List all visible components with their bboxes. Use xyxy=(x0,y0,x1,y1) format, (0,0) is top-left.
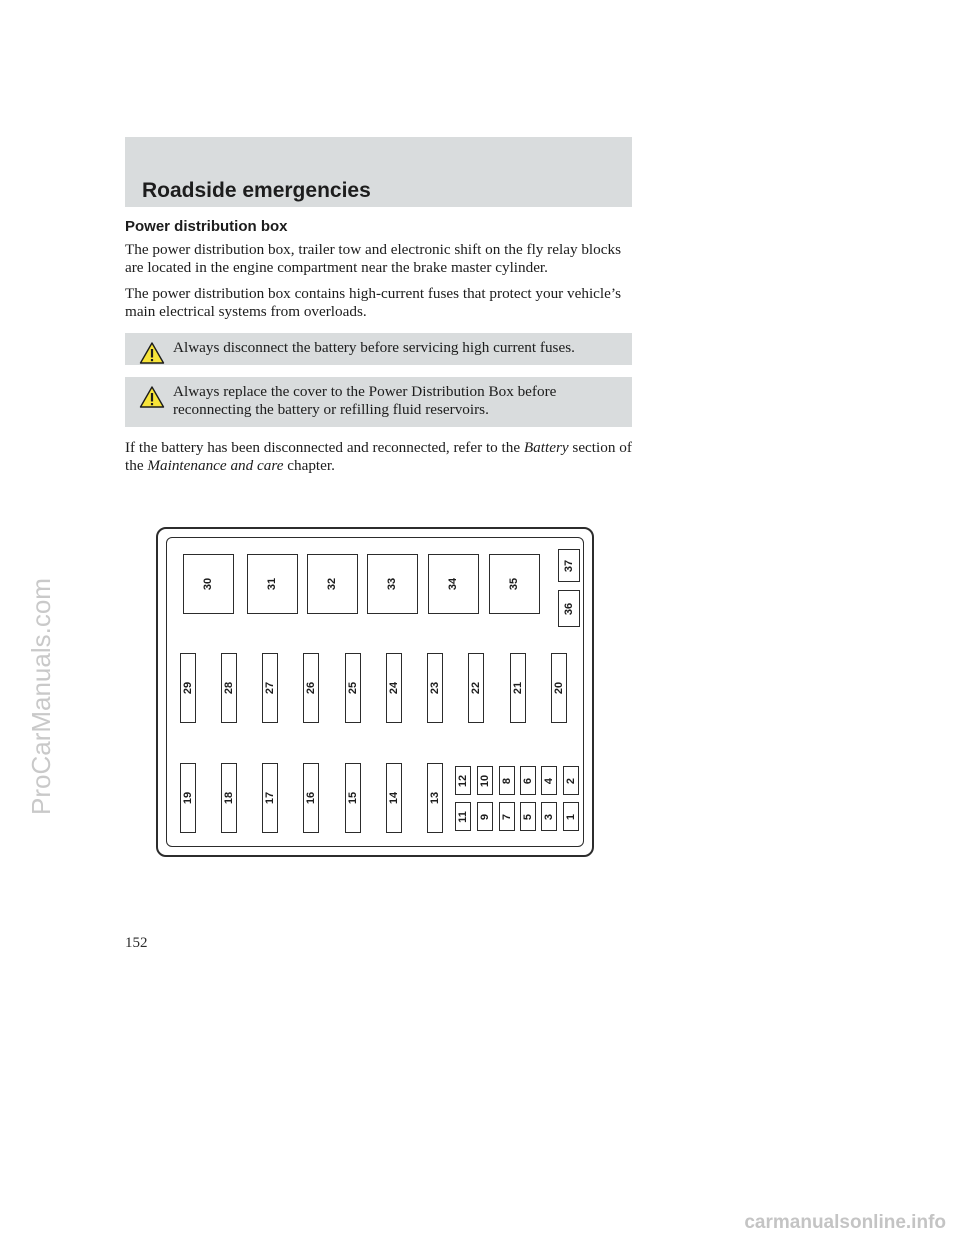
fuse-label: 16 xyxy=(305,791,317,805)
reference-lead: If the battery has been disconnected and reconnected, refer to the xyxy=(125,439,521,456)
fuse-2 xyxy=(563,766,579,795)
fuse-label: 7 xyxy=(501,813,513,820)
fuse-20 xyxy=(551,653,567,723)
fuse-6 xyxy=(520,766,536,795)
chapter-title: Roadside emergencies xyxy=(142,179,371,202)
paragraph-location: The power distribution box, trailer tow and electronic shift on the fly relay blocks are located in the engine compartment near the brake master cylinder. xyxy=(125,241,621,276)
fuse-10 xyxy=(477,766,493,795)
fuse-label: 10 xyxy=(479,774,491,787)
fuse-22 xyxy=(468,653,484,723)
warning-box xyxy=(125,333,632,365)
fuse-label: 11 xyxy=(456,810,469,823)
reference-middle: section of the xyxy=(125,439,632,474)
fuse-label: 15 xyxy=(347,791,359,805)
fuse-label: 6 xyxy=(522,777,534,784)
fuse-label: 9 xyxy=(479,813,491,820)
fuse-label: 21 xyxy=(512,681,524,695)
fuse-37 xyxy=(558,549,580,582)
fuse-14 xyxy=(386,763,402,833)
fuse-label: 30 xyxy=(202,577,215,591)
warning-text: Always replace the cover to the Power Distribution Box before reconnecting the battery or refilling fluid reservoirs. xyxy=(173,383,557,418)
fuse-1 xyxy=(563,802,579,831)
fuse-29 xyxy=(180,653,196,723)
fuse-label: 32 xyxy=(326,577,339,591)
fuse-3 xyxy=(541,802,557,831)
fuse-label: 13 xyxy=(429,791,441,805)
fuse-label: 29 xyxy=(182,681,194,695)
warning-text: Always disconnect the battery before servicing high current fuses. xyxy=(173,339,575,356)
fuse-4 xyxy=(541,766,557,795)
side-watermark: ProCarManuals.com xyxy=(26,578,56,815)
fuse-25 xyxy=(345,653,361,723)
warning-triangle-icon xyxy=(139,341,165,365)
fuse-label: 17 xyxy=(264,791,276,805)
maintenance-chapter-link[interactable]: Maintenance and care xyxy=(147,457,284,474)
fuse-16 xyxy=(303,763,319,833)
fuse-11 xyxy=(455,802,471,831)
fuse-label: 20 xyxy=(553,681,565,695)
fuse-26 xyxy=(303,653,319,723)
reference-tail: chapter. xyxy=(287,457,335,474)
page-number: 152 xyxy=(125,935,148,951)
fuse-34 xyxy=(428,554,479,614)
fuse-33 xyxy=(367,554,418,614)
fuse-label: 5 xyxy=(522,813,534,820)
fuse-label: 4 xyxy=(543,777,555,784)
header-band xyxy=(125,137,632,207)
fuse-32 xyxy=(307,554,358,614)
fuse-label: 3 xyxy=(543,813,555,820)
fuse-21 xyxy=(510,653,526,723)
fuse-31 xyxy=(247,554,298,614)
fuse-7 xyxy=(499,802,515,831)
fuse-18 xyxy=(221,763,237,833)
bottom-watermark: carmanualsonline.info xyxy=(744,1212,946,1233)
fuse-9 xyxy=(477,802,493,831)
fuse-label: 37 xyxy=(563,559,575,572)
fuse-label: 27 xyxy=(264,681,276,695)
fuse-23 xyxy=(427,653,443,723)
fuse-12 xyxy=(455,766,471,795)
fuse-label: 25 xyxy=(347,681,359,695)
fuse-5 xyxy=(520,802,536,831)
fuse-label: 23 xyxy=(429,681,441,695)
fuse-30 xyxy=(183,554,234,614)
fuse-24 xyxy=(386,653,402,723)
content xyxy=(125,218,632,483)
fuse-28 xyxy=(221,653,237,723)
fuse-panel-diagram xyxy=(156,527,594,857)
fuse-label: 28 xyxy=(223,681,235,695)
fuse-35 xyxy=(489,554,540,614)
fuse-label: 36 xyxy=(563,602,575,615)
fuse-label: 31 xyxy=(266,577,279,591)
fuse-label: 1 xyxy=(565,813,577,820)
fuse-label: 22 xyxy=(470,681,482,695)
battery-link[interactable]: Battery xyxy=(523,439,569,456)
warning-box xyxy=(125,377,632,427)
fuse-label: 12 xyxy=(457,774,469,787)
fuse-label: 14 xyxy=(388,791,400,805)
fuse-label: 35 xyxy=(508,577,521,591)
warning-triangle-icon xyxy=(139,385,165,409)
fuse-36 xyxy=(558,590,580,627)
fuse-27 xyxy=(262,653,278,723)
paragraph-battery-reference xyxy=(125,439,632,475)
fuse-15 xyxy=(345,763,361,833)
fuse-label: 19 xyxy=(182,791,194,805)
fuse-13 xyxy=(427,763,443,833)
fuse-label: 18 xyxy=(223,791,235,805)
fuse-19 xyxy=(180,763,196,833)
fuse-label: 8 xyxy=(501,777,513,784)
fuse-label: 34 xyxy=(447,577,460,591)
fuse-label: 26 xyxy=(305,681,317,695)
section-heading: Power distribution box xyxy=(125,218,288,235)
paragraph-purpose: The power distribution box contains high-current fuses that protect your vehicle’s main electrical systems from overloads. xyxy=(125,285,621,320)
fuse-label: 24 xyxy=(388,681,400,695)
fuse-label: 33 xyxy=(386,577,399,591)
fuse-label: 2 xyxy=(565,777,577,784)
fuse-8 xyxy=(499,766,515,795)
fuse-17 xyxy=(262,763,278,833)
